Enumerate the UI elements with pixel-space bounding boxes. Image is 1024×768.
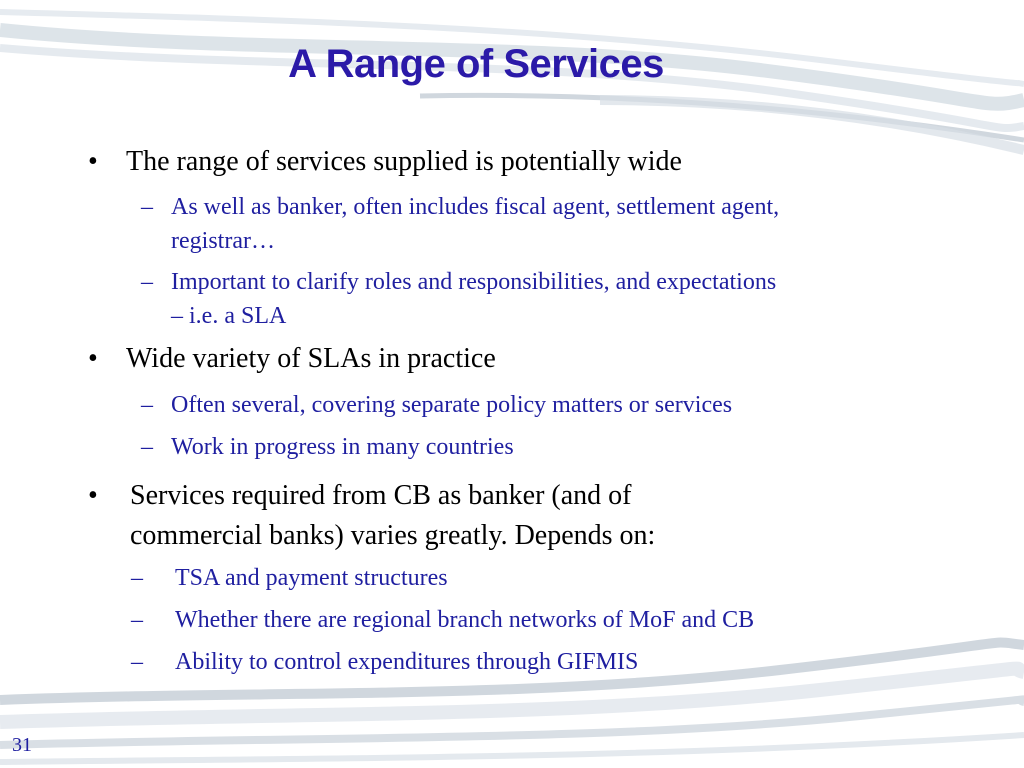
dash-marker: –	[141, 194, 153, 220]
sub-bullet-text: TSA and payment structures	[175, 565, 448, 591]
sub-bullet-text: registrar…	[171, 228, 275, 254]
sub-bullet-item	[141, 388, 733, 422]
bullet-text: Wide variety of SLAs in practice	[126, 343, 496, 374]
dash-marker: –	[131, 649, 143, 675]
sub-bullet-text: As well as banker, often includes fiscal agent, settlement agent,	[171, 194, 780, 220]
sub-bullet-text: Whether there are regional branch networks of MoF and CB	[175, 607, 755, 633]
bullet-item	[88, 145, 682, 179]
slide-title: A Range of Services	[288, 42, 664, 86]
dash-marker: –	[131, 565, 143, 591]
bullet-item	[88, 476, 656, 556]
sub-bullet-item	[141, 265, 777, 333]
sub-bullet-item	[141, 190, 780, 258]
sub-bullet-item	[131, 561, 448, 595]
sub-bullet-item	[131, 603, 755, 637]
dash-marker: –	[141, 434, 153, 460]
bullet-item	[88, 342, 496, 376]
dash-marker: –	[141, 392, 153, 418]
sub-bullet-text: Often several, covering separate policy matters or services	[171, 392, 733, 418]
dash-marker: –	[141, 269, 153, 295]
bullet-marker: •	[88, 480, 98, 511]
bullet-text: The range of services supplied is potentially wide	[126, 146, 682, 177]
sub-bullet-item	[131, 645, 639, 679]
bullet-marker: •	[88, 343, 98, 374]
bullet-marker: •	[88, 146, 98, 177]
bullet-text: commercial banks) varies greatly. Depends on:	[130, 520, 656, 551]
dash-marker: –	[131, 607, 143, 633]
sub-bullet-text: Ability to control expenditures through GIFMIS	[175, 649, 639, 675]
sub-bullet-text: – i.e. a SLA	[171, 303, 287, 329]
page-number: 31	[12, 734, 32, 756]
sub-bullet-text: Important to clarify roles and responsibilities, and expectations	[171, 269, 777, 295]
sub-bullet-item	[141, 430, 514, 464]
bullet-text: Services required from CB as banker (and of	[130, 480, 632, 511]
sub-bullet-text: Work in progress in many countries	[171, 434, 514, 460]
